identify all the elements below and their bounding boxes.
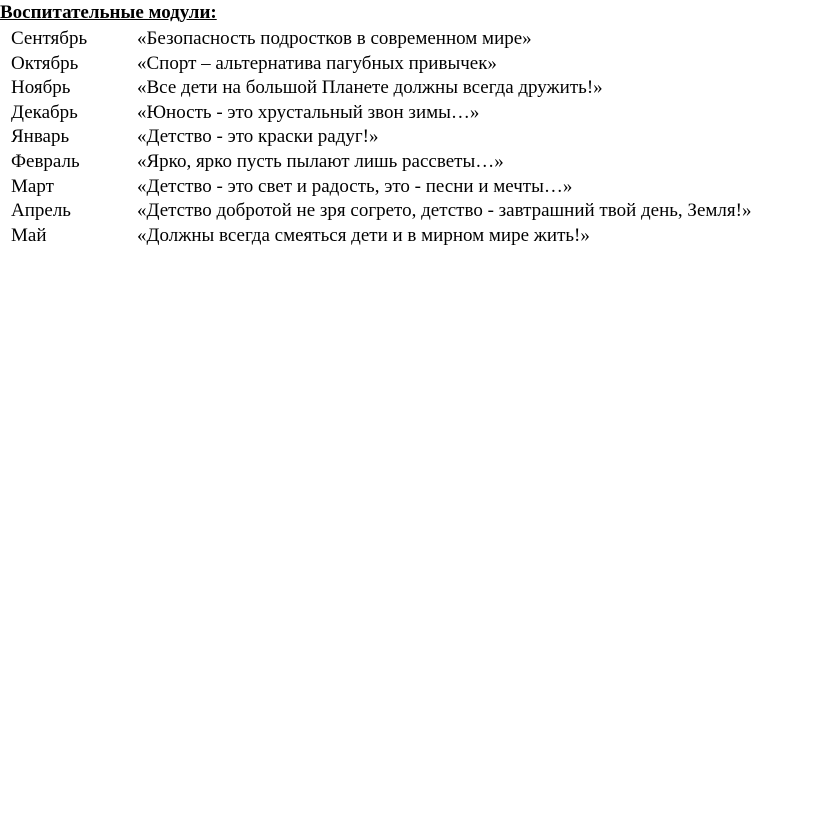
table-row [11, 27, 816, 52]
table-row [11, 224, 816, 249]
table-row [11, 175, 816, 200]
month-cell: Февраль [11, 150, 80, 172]
theme-cell: «Должны всегда смеяться дети и в мирном мире жить!» [137, 224, 590, 246]
theme-cell: «Юность - это хрустальный звон зимы…» [137, 101, 480, 123]
table-row [11, 101, 816, 126]
month-cell: Декабрь [11, 101, 78, 123]
theme-cell: «Детство - это свет и радость, это - песни и мечты…» [137, 175, 573, 197]
month-cell: Ноябрь [11, 77, 71, 99]
month-cell: Апрель [11, 200, 71, 222]
month-cell: Январь [11, 126, 70, 148]
table-row [11, 199, 816, 224]
modules-table [11, 27, 816, 248]
table-row [11, 76, 816, 101]
theme-cell: «Детство - это краски радуг!» [137, 126, 379, 148]
theme-cell: «Спорт – альтернатива пагубных привычек» [137, 52, 497, 74]
table-row [11, 125, 816, 150]
theme-cell: «Детство добротой не зря согрето, детство - завтрашний твой день, Земля!» [137, 200, 752, 222]
theme-cell: «Ярко, ярко пусть пылают лишь рассветы…» [137, 150, 504, 172]
month-cell: Март [11, 175, 54, 197]
month-cell: Октябрь [11, 52, 79, 74]
theme-cell: «Все дети на большой Планете должны всегда дружить!» [137, 77, 603, 99]
table-row [11, 150, 816, 175]
table-row [11, 52, 816, 77]
month-cell: Май [11, 224, 47, 246]
page-title: Воспитательные модули: [0, 2, 217, 23]
month-cell: Сентябрь [11, 28, 88, 49]
theme-cell: «Безопасность подростков в современном мире» [137, 28, 532, 49]
